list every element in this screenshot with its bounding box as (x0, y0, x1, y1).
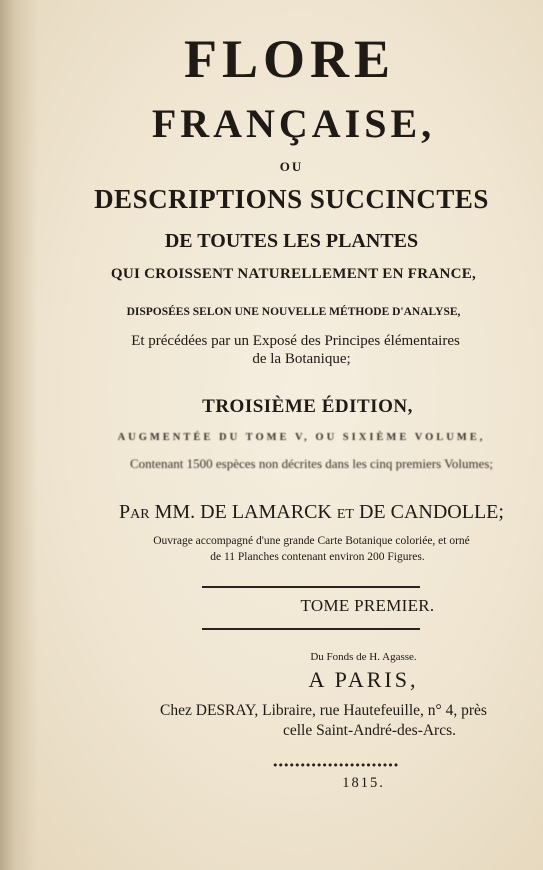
fonds-line: Du Fonds de H. Agasse. (310, 651, 417, 663)
publisher-line-2: celle Saint-André-des-Arcs. (282, 722, 456, 739)
work-description-line-2: de 11 Planches contenant environ 200 Figures. (210, 551, 425, 563)
publication-year: 1815. (342, 775, 385, 791)
authors-line: Par MM. DE LAMARCK et DE CANDOLLE; (119, 501, 504, 523)
top-rule (202, 586, 420, 588)
conjunction-ou: OU (279, 159, 304, 174)
volume-label: TOME PREMIER. (300, 596, 435, 615)
subtitle-descriptions: DESCRIPTIONS SUCCINCTES (94, 184, 489, 214)
title-line-francaise: FRANÇAISE, (151, 101, 436, 146)
contents-statement: Contenant 1500 espèces non décrites dans les cinq premiers Volumes; (129, 456, 494, 471)
preface-line-1: Et précédées par un Exposé des Principes élémentaires (131, 333, 460, 349)
augmented-statement: AUGMENTÉE DU TOME V, OU SIXIÈME VOLUME, (117, 432, 486, 443)
subtitle-croissent: QUI CROISSENT NATURELLEMENT EN FRANCE, (110, 266, 477, 282)
preface-line-2: de la Botanique; (252, 351, 351, 367)
subtitle-toutes-les-plantes: DE TOUTES LES PLANTES (164, 230, 419, 252)
ornamental-dot-rule: ••••••••••••••••••••••• (272, 759, 399, 772)
city-line: A PARIS, (308, 667, 419, 692)
subtitle-disposees: DISPOSÉES SELON UNE NOUVELLE MÉTHODE D'ANALYSE, (126, 306, 461, 318)
publisher-line-1: Chez DESRAY, Libraire, rue Hautefeuille, n° 4, près (160, 702, 487, 719)
title-line-flore: FLORE (183, 29, 396, 89)
bottom-rule (202, 628, 420, 630)
edition-statement: TROISIÈME ÉDITION, (202, 396, 413, 417)
work-description-line-1: Ouvrage accompagné d'une grande Carte Botanique coloriée, et orné (153, 535, 470, 547)
